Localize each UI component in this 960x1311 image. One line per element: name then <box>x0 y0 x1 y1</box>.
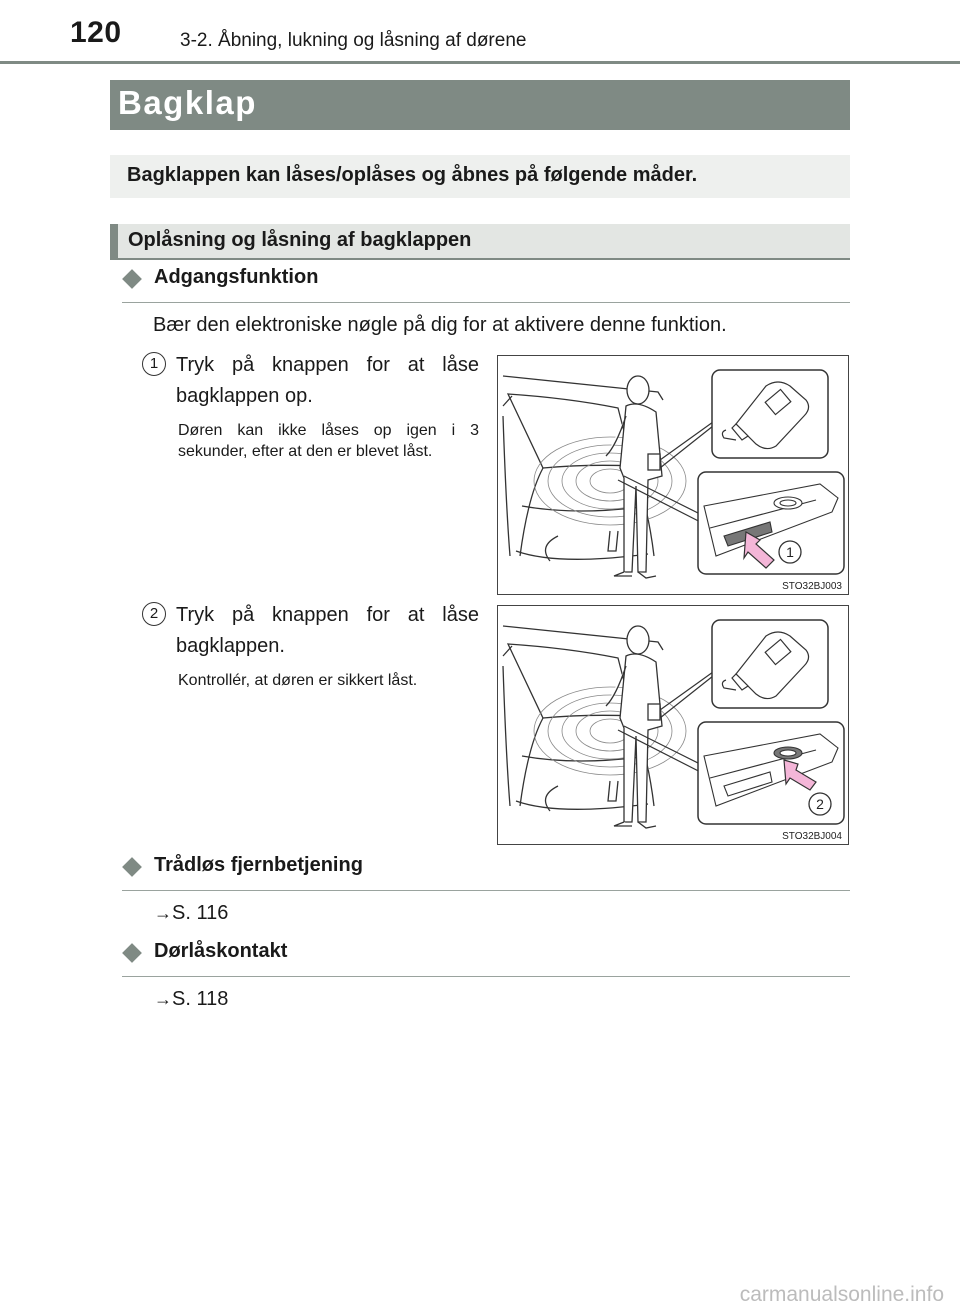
doorlock-reference-text: S. 118 <box>172 988 229 1010</box>
section-heading: Oplåsning og låsning af bagklappen <box>128 229 472 251</box>
subheading-access-label: Adgangsfunktion <box>154 266 319 288</box>
watermark: carmanualsonline.info <box>739 1283 944 1306</box>
subheading-doorlock-label: Dørlåskontakt <box>154 940 288 962</box>
step-2-text: Tryk på knappen for at låse bagklappen. <box>176 604 479 657</box>
arrow-right-icon: → <box>154 903 172 923</box>
page-number: 120 <box>70 16 122 49</box>
step-number-1: 1 <box>142 352 166 376</box>
figure-unlock <box>497 355 849 595</box>
subheading-doorlock <box>122 938 850 977</box>
figure-unlock-code: STO32BJ003 <box>782 581 842 592</box>
remote-reference[interactable] <box>154 902 228 925</box>
figure-lock-code: STO32BJ004 <box>782 831 842 842</box>
subheading-remote <box>122 852 850 891</box>
remote-reference-text: S. 116 <box>172 902 229 924</box>
figure-lock <box>497 605 849 845</box>
figure-unlock-callout: 1 <box>786 544 794 560</box>
step-1-note: Døren kan ikke låses op igen i 3 sekunder, efter at den er blevet låst. <box>178 422 479 460</box>
subheading-remote-label: Trådløs fjernbetjening <box>154 854 363 876</box>
diamond-icon <box>122 943 142 963</box>
figure-lock-illustration <box>498 606 848 844</box>
doorlock-reference[interactable] <box>154 988 228 1011</box>
diamond-icon <box>122 857 142 877</box>
step-1-text: Tryk på knappen for at låse bagklappen op. <box>176 354 479 407</box>
figure-lock-callout: 2 <box>816 796 824 812</box>
step-number-2: 2 <box>142 602 166 626</box>
running-header: 3-2. Åbning, lukning og låsning af dørene <box>180 30 527 51</box>
access-description: Bær den elektroniske nøgle på dig for at aktivere denne funktion. <box>153 314 727 336</box>
header-rule <box>0 61 960 64</box>
page-title: Bagklap <box>118 84 257 121</box>
step-2-note: Kontrollér, at døren er sikkert låst. <box>178 672 418 689</box>
arrow-right-icon: → <box>154 989 172 1009</box>
subheading-access <box>122 264 850 303</box>
diamond-icon <box>122 269 142 289</box>
intro-text: Bagklappen kan låses/oplåses og åbnes på følgende måder. <box>127 164 698 186</box>
figure-unlock-illustration <box>498 356 848 594</box>
